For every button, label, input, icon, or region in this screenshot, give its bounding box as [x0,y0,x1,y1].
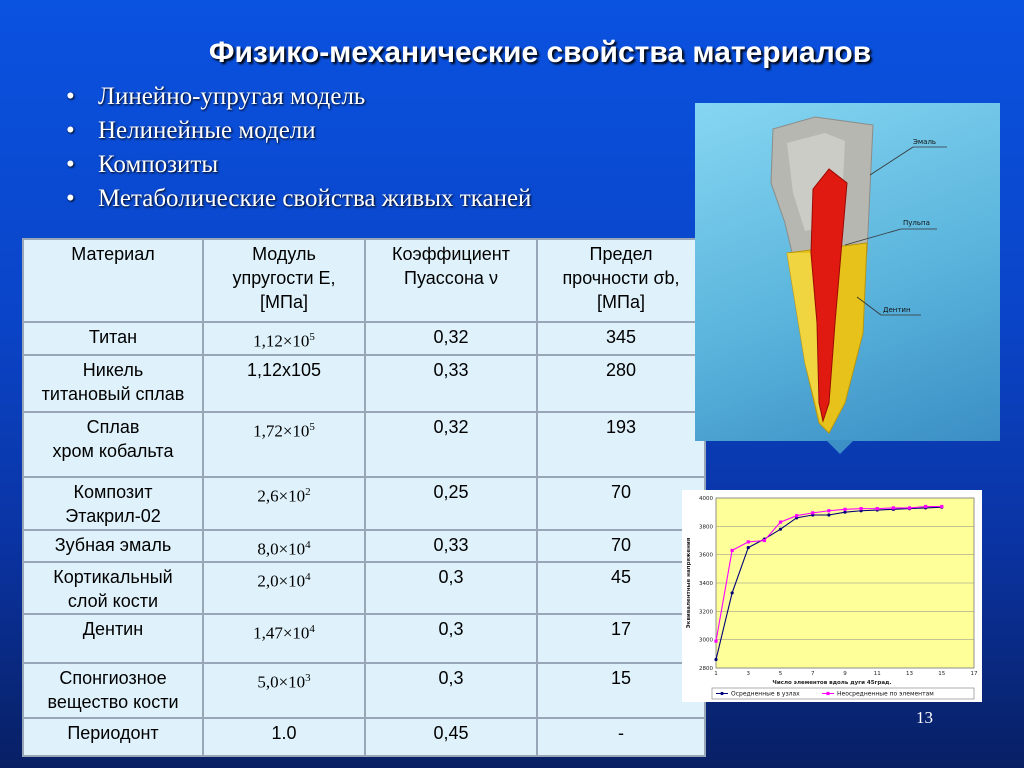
header-modulus [203,239,365,322]
material-name: Кортикальный [53,567,173,588]
data-point-series2 [731,549,734,552]
data-point-series2 [763,539,766,542]
modulus-exp: 5 [309,420,315,433]
cell-modulus: 1.0 [203,718,365,756]
bullet-text: Композиты [98,151,219,178]
cell-strength: 193 [537,412,705,477]
y-tick-label: 3800 [699,524,713,531]
x-tick-label: 9 [843,671,847,677]
modulus-base: 5,0×10 [257,672,306,692]
cell-material [23,614,203,663]
tooth-figure-arrow-icon [826,440,854,454]
x-tick-label: 11 [873,671,881,677]
data-point-series2 [908,506,911,509]
chart-svg [682,490,982,702]
cell-material [23,718,203,756]
cell-strength: 70 [537,477,705,530]
bullet-text: Линейно-упругая модель [98,83,366,110]
cell-poisson: 0,33 [365,355,537,412]
legend-series1-marker [720,692,723,695]
header-material [23,239,203,322]
cell-material [23,663,203,718]
material-name: Композит [73,481,153,502]
cell-modulus [203,663,365,718]
data-point-series2 [714,639,717,642]
data-point-series2 [940,505,943,508]
data-point-series1 [747,546,750,549]
label-pulp: Пульпа [903,219,930,227]
slide-title: Физико-механические свойства материалов [208,36,872,69]
bullet-item [66,114,531,148]
cell-strength: - [537,718,705,756]
cell-poisson: 0,3 [365,562,537,614]
material-name: хром кобальта [52,440,174,461]
y-tick-label: 3000 [699,637,713,644]
x-tick-label: 15 [938,671,946,677]
header-strength-line: прочности σb, [562,268,680,288]
material-name: вещество кости [47,692,179,713]
table-header-row [23,239,705,322]
material-name: Дентин [82,619,144,640]
cell-poisson: 0,32 [365,322,537,355]
header-strength [537,239,705,322]
bullet-item [66,182,531,216]
x-axis-label: Число элементов вдоль дуги 45град. [772,680,892,686]
y-tick-label: 3600 [699,552,713,559]
data-point-series2 [827,509,830,512]
cell-modulus [203,322,365,355]
cell-modulus [203,412,365,477]
table-row [23,530,705,563]
modulus-exp: 4 [305,571,311,584]
cell-material [23,322,203,355]
cell-strength: 15 [537,663,705,718]
x-tick-labels [714,671,978,677]
cell-modulus [203,477,365,530]
cell-strength: 345 [537,322,705,355]
cell-poisson: 0,3 [365,663,537,718]
data-point-series2 [876,507,879,510]
table-row [23,412,705,477]
tooth-model-svg [695,103,1000,441]
data-point-series1 [714,658,717,661]
cell-material [23,355,203,412]
data-point-series2 [747,540,750,543]
modulus-exp: 4 [309,623,315,636]
y-tick-label: 2800 [699,666,713,672]
modulus-base: 8,0×10 [257,539,306,559]
x-tick-label: 5 [778,671,783,677]
data-point-series2 [811,511,814,514]
header-poisson [365,239,537,322]
material-name: слой кости [67,591,159,612]
cell-poisson: 0,45 [365,718,537,756]
y-tick-label: 4000 [699,496,713,502]
header-modulus-line: [МПа] [260,292,308,312]
modulus-exp: 2 [305,485,311,498]
data-point-series2 [924,505,927,508]
cell-modulus [203,530,365,563]
y-tick-labels [699,496,713,672]
label-dentin: Дентин [883,306,911,314]
header-strength-line: [МПа] [597,292,645,312]
modulus-base: 1,47×10 [253,623,310,643]
table-row [23,562,705,614]
data-point-series1 [827,513,830,516]
table-row [23,614,705,663]
enamel-pointer [870,147,913,175]
cell-poisson: 0,32 [365,412,537,477]
table-row [23,477,705,530]
data-point-series2 [860,507,863,510]
table-row [23,718,705,756]
x-tick-label: 1 [714,671,718,677]
data-point-series2 [779,520,782,523]
bullet-text: Нелинейные модели [98,117,316,144]
cell-material [23,530,203,563]
table-row [23,663,705,718]
cell-modulus: 1,12x105 [203,355,365,412]
material-name: Никель [82,359,144,380]
bullet-dot-icon: • [66,117,75,144]
material-name: Этакрил-02 [65,505,161,526]
modulus-base: 2,0×10 [257,571,306,591]
stress-line-chart [682,490,982,702]
data-point-series1 [843,511,846,514]
tooth-model-figure [695,103,1000,441]
cell-material [23,562,203,614]
data-point-series2 [892,506,895,509]
legend-series2-marker [826,692,829,695]
data-point-series1 [731,591,734,594]
cell-strength: 17 [537,614,705,663]
table-row [23,355,705,412]
material-name: Периодонт [67,723,159,744]
modulus-exp: 5 [309,331,315,343]
page-number: 13 [916,708,933,727]
cell-material [23,412,203,477]
x-tick-label: 13 [906,671,913,677]
material-name: Титан [88,327,138,347]
bullet-dot-icon: • [66,83,75,110]
material-name: Зубная эмаль [54,534,172,555]
legend-series2-label: Неосредненные по элементам [837,690,934,698]
header-poisson-line: Коэффициент [392,244,510,264]
modulus-exp: 4 [305,538,311,551]
data-point-series2 [795,514,798,517]
header-strength-line: Предел [589,244,653,264]
data-point-series1 [779,528,782,531]
materials-table [22,238,706,757]
cell-material [23,477,203,530]
cell-strength: 280 [537,355,705,412]
header-material-text: Материал [71,244,155,264]
modulus-base: 1,72×10 [253,421,310,441]
material-name: титановый сплав [41,383,185,404]
modulus-exp: 3 [305,672,311,685]
table-row [23,322,705,355]
bullet-list [66,80,531,216]
material-name: Спонгиозное [59,668,167,689]
label-enamel: Эмаль [913,138,937,146]
cell-modulus [203,614,365,663]
x-tick-label: 3 [746,671,750,677]
modulus-base: 2,6×10 [257,486,306,506]
cell-poisson: 0,25 [365,477,537,530]
y-tick-label: 3400 [699,581,713,587]
cell-strength: 45 [537,562,705,614]
cell-strength: 70 [537,530,705,563]
y-axis-label: Эквивалентные напряжения [686,537,692,629]
bullet-text: Метаболические свойства живых тканей [98,185,532,212]
bullet-dot-icon: • [66,151,75,178]
cell-poisson: 0,3 [365,614,537,663]
bullet-item [66,148,531,182]
bullet-item [66,80,531,114]
cell-modulus [203,562,365,614]
x-tick-label: 7 [811,671,815,677]
modulus-base: 1,12×10 [253,331,310,351]
cell-poisson: 0,33 [365,530,537,563]
legend-series1-label: Осредненные в узлах [731,690,800,698]
y-tick-label: 3200 [699,609,713,616]
header-modulus-line: Модуль [252,244,316,264]
material-name: Сплав [86,416,140,437]
header-modulus-line: упругости Е, [232,268,336,288]
data-point-series2 [843,508,846,511]
bullet-dot-icon: • [66,185,75,212]
x-tick-label: 17 [970,671,978,677]
header-poisson-line: Пуассона ν [404,268,498,288]
